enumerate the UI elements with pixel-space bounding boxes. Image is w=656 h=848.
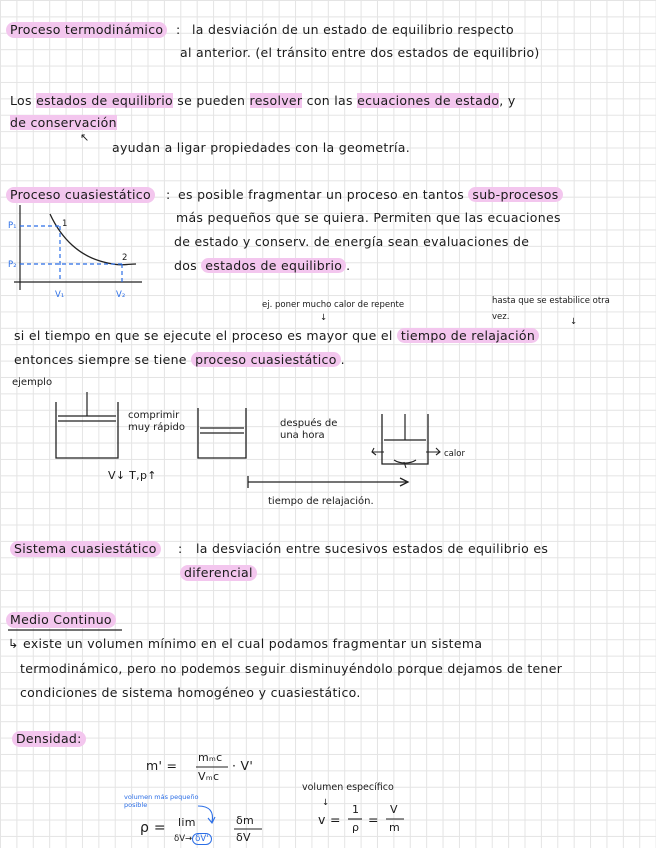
frac-denominator: δV bbox=[236, 831, 251, 844]
highlight-proceso-cuasiestatico: proceso cuasiestático bbox=[191, 352, 341, 367]
note-line: ayudan a ligar propiedades con la geometría. bbox=[112, 140, 411, 155]
specvol-num2: V bbox=[390, 803, 398, 816]
note-ej-calor: ej. poner mucho calor de repente bbox=[262, 300, 405, 310]
definition-line: la desviación de un estado de equilibrio respecto bbox=[192, 22, 514, 37]
text: se pueden bbox=[177, 93, 246, 108]
highlight-dos-estados: estados de equilibrio bbox=[201, 258, 346, 273]
text: con las bbox=[306, 93, 353, 108]
colon: : bbox=[166, 187, 171, 202]
label-v-t-p: V↓ T,p↑ bbox=[108, 469, 157, 482]
colon: : bbox=[178, 541, 183, 556]
highlight-estados-equilibrio: estados de equilibrio bbox=[36, 93, 173, 108]
text-line: condiciones de sistema homogéneo y cuasiestático. bbox=[20, 685, 361, 700]
label-p1: P₁ bbox=[8, 221, 17, 231]
label-v2: V₂ bbox=[116, 290, 126, 300]
term-proceso-termodinamico: Proceso termodinámico bbox=[6, 22, 167, 38]
label-v1: V₁ bbox=[55, 290, 65, 300]
eq1-lhs: m' = bbox=[146, 758, 178, 773]
text: si el tiempo en que se ejecute el proceso es mayor que el bbox=[14, 328, 393, 343]
highlight-diferencial: diferencial bbox=[180, 565, 257, 581]
label-p2: P₂ bbox=[8, 260, 17, 270]
text: dos bbox=[174, 258, 197, 273]
frac-numerator: δm bbox=[236, 814, 255, 827]
text: es posible fragmentar un proceso en tantos bbox=[178, 187, 465, 202]
term-proceso-cuasiestatico: Proceso cuasiestático bbox=[6, 187, 155, 203]
text: : bbox=[77, 731, 82, 746]
specvol-den2: m bbox=[389, 821, 401, 834]
text: , y bbox=[499, 93, 516, 108]
specvol-equals: = bbox=[368, 812, 379, 827]
highlight-resolver: resolver bbox=[249, 93, 303, 108]
highlight-sub-procesos: sub-procesos bbox=[468, 187, 562, 202]
blue-note: volumen más pequeño posible bbox=[124, 793, 199, 809]
label-point1: 1 bbox=[62, 219, 68, 229]
arrow-down-icon: ↓ bbox=[570, 317, 578, 327]
lim-label: lim bbox=[178, 816, 196, 829]
highlight-conservacion: de conservación bbox=[10, 115, 117, 130]
text-line: de estado y conserv. de energía sean evaluaciones de bbox=[174, 234, 530, 249]
arrow-down-icon: ↓ bbox=[322, 798, 330, 808]
text-line: ↳ existe un volumen mínimo en el cual podamos fragmentar un sistema bbox=[8, 636, 483, 651]
section-title-medio-continuo: Medio Continuo bbox=[6, 612, 116, 628]
label-point2: 2 bbox=[122, 253, 128, 263]
label-tiempo-relajacion: tiempo de relajación. bbox=[268, 496, 374, 507]
text: . bbox=[346, 258, 351, 273]
label-volumen-especifico: volumen específico bbox=[302, 782, 394, 793]
highlight-ecuaciones-estado: ecuaciones de estado bbox=[357, 93, 500, 108]
text-line: termodinámico, pero no podemos seguir disminuyéndolo porque dejamos de tener bbox=[20, 661, 563, 676]
label-despues-hora: después de una hora bbox=[280, 418, 338, 441]
text: Los bbox=[10, 93, 32, 108]
label-calor: calor bbox=[444, 449, 465, 459]
arrow-icon: ↖ bbox=[80, 131, 90, 144]
term-sistema-cuasiestatico: Sistema cuasiestático bbox=[10, 541, 161, 557]
label-comprimir: comprimir muy rápido bbox=[128, 410, 186, 433]
specvol-lhs: v = bbox=[318, 812, 341, 827]
note-hasta-estabilice: hasta que se estabilice otra vez. bbox=[492, 296, 610, 322]
text-line: la desviación entre sucesivos estados de equilibrio es bbox=[196, 541, 549, 556]
eq1-numerator: mₘc bbox=[198, 751, 223, 764]
circled-dv-prime: δV' bbox=[192, 833, 211, 845]
colon: : bbox=[176, 22, 181, 37]
eq1-denominator: Vₘc bbox=[198, 770, 220, 783]
text: . bbox=[340, 352, 345, 367]
text: δV→ bbox=[174, 834, 193, 844]
specvol-den1: ρ bbox=[352, 821, 360, 834]
specvol-num1: 1 bbox=[352, 803, 360, 816]
rho-lhs: ρ = bbox=[140, 820, 166, 836]
example-label: ejemplo bbox=[12, 377, 53, 388]
arrow-down-icon: ↓ bbox=[320, 313, 328, 323]
text-line: más pequeños que se quiera. Permiten que las ecuaciones bbox=[176, 210, 561, 225]
eq1-rhs: · V' bbox=[232, 758, 254, 773]
text: entonces siempre se tiene bbox=[14, 352, 187, 367]
text: Densidad bbox=[16, 731, 78, 746]
highlight-tiempo-relajacion: tiempo de relajación bbox=[397, 328, 539, 343]
definition-line: al anterior. (el tránsito entre dos estados de equilibrio) bbox=[180, 45, 540, 60]
